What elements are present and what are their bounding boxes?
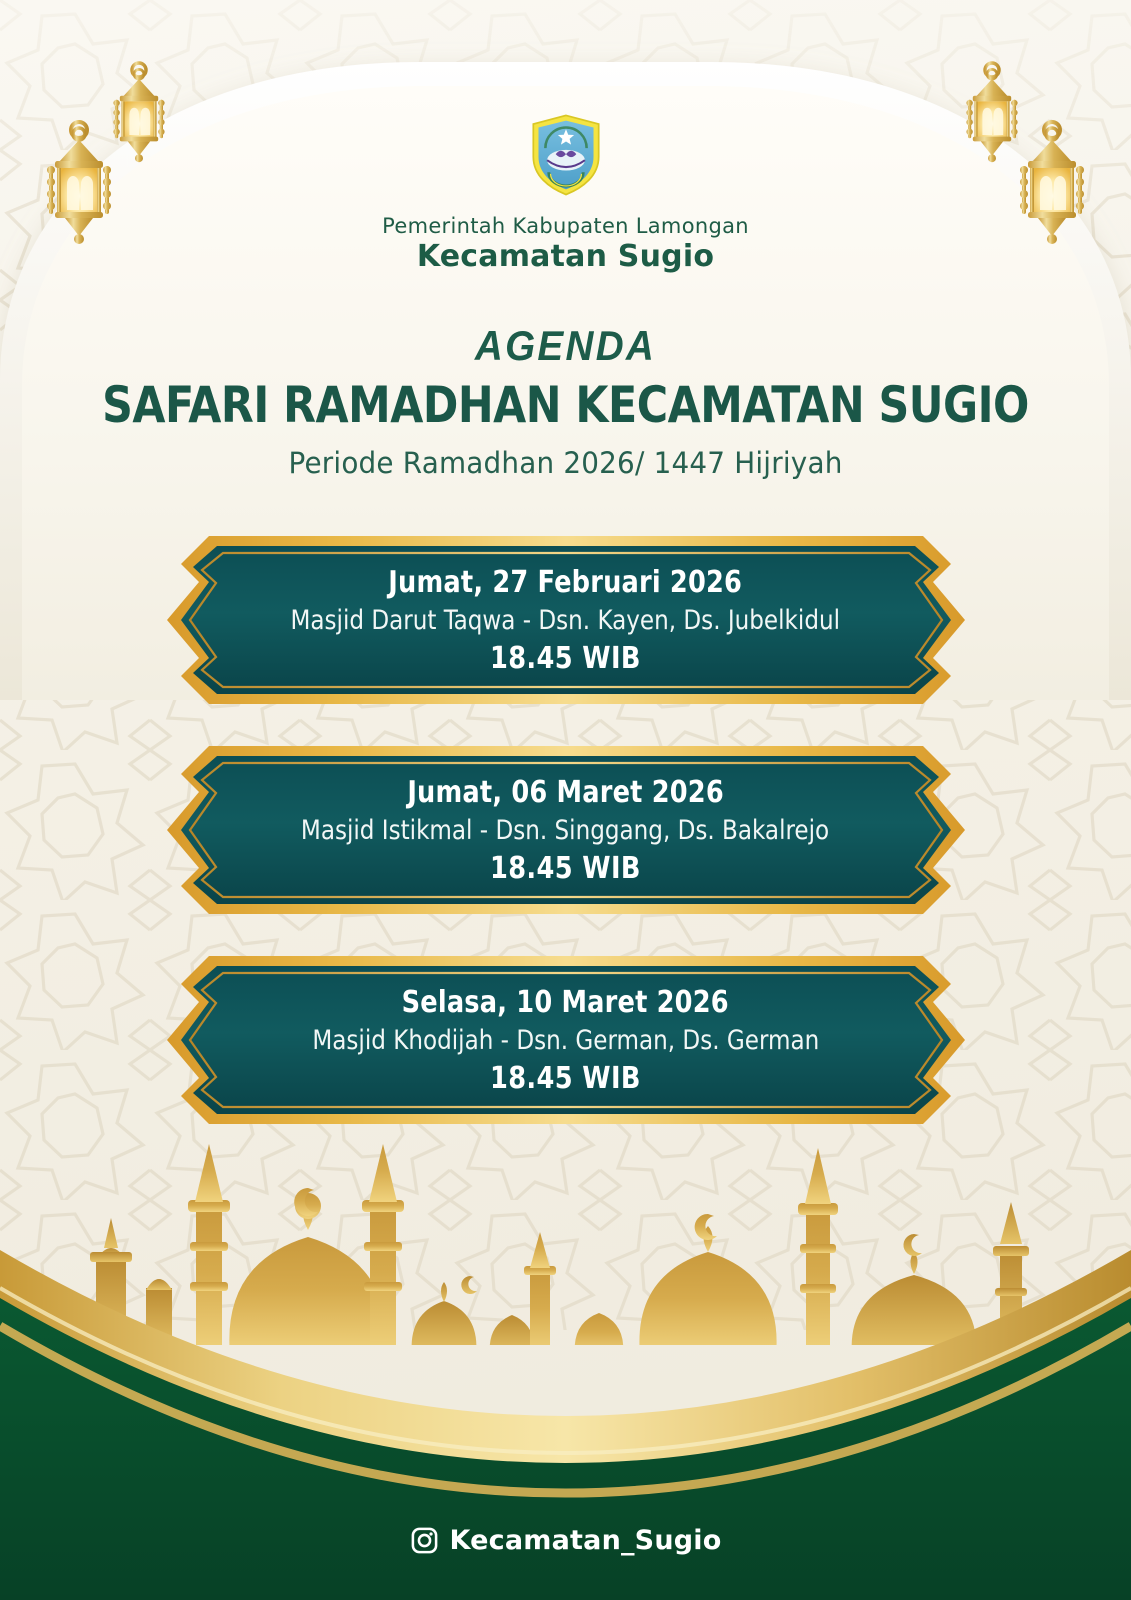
event-card[interactable] xyxy=(151,534,981,706)
district-name: Kecamatan Sugio xyxy=(416,239,715,274)
period-subtitle: Periode Ramadhan 2026/ 1447 Hijriyah xyxy=(288,446,843,480)
event-date: Selasa, 10 Maret 2026 xyxy=(401,984,730,1020)
footer-social[interactable] xyxy=(0,1525,1131,1556)
event-card-content xyxy=(151,954,981,1126)
event-location: Masjid Khodijah - Dsn. German, Ds. German xyxy=(312,1024,819,1056)
title-block xyxy=(0,322,1131,480)
government-line: Pemerintah Kabupaten Lamongan xyxy=(382,214,749,238)
event-date: Jumat, 27 Februari 2026 xyxy=(388,564,743,600)
poster-header xyxy=(0,112,1131,274)
event-card[interactable] xyxy=(151,954,981,1126)
page-title: SAFARI RAMADHAN KECAMATAN SUGIO xyxy=(102,376,1029,434)
event-card-list xyxy=(0,534,1131,1164)
instagram-icon[interactable] xyxy=(410,1526,439,1555)
event-card[interactable] xyxy=(151,744,981,916)
event-time: 18.45 WIB xyxy=(490,850,641,886)
event-location: Masjid Istikmal - Dsn. Singgang, Ds. Bakalrejo xyxy=(301,814,830,846)
event-card-content xyxy=(151,534,981,706)
event-date: Jumat, 06 Maret 2026 xyxy=(407,774,724,810)
event-card-content xyxy=(151,744,981,916)
event-time: 18.45 WIB xyxy=(490,1060,641,1096)
event-location: Masjid Darut Taqwa - Dsn. Kayen, Ds. Jubelkidul xyxy=(290,604,841,636)
agenda-eyebrow: AGENDA xyxy=(474,322,657,369)
lamongan-regency-emblem-icon xyxy=(523,112,609,198)
event-time: 18.45 WIB xyxy=(490,640,641,676)
instagram-handle[interactable]: Kecamatan_Sugio xyxy=(449,1525,722,1556)
